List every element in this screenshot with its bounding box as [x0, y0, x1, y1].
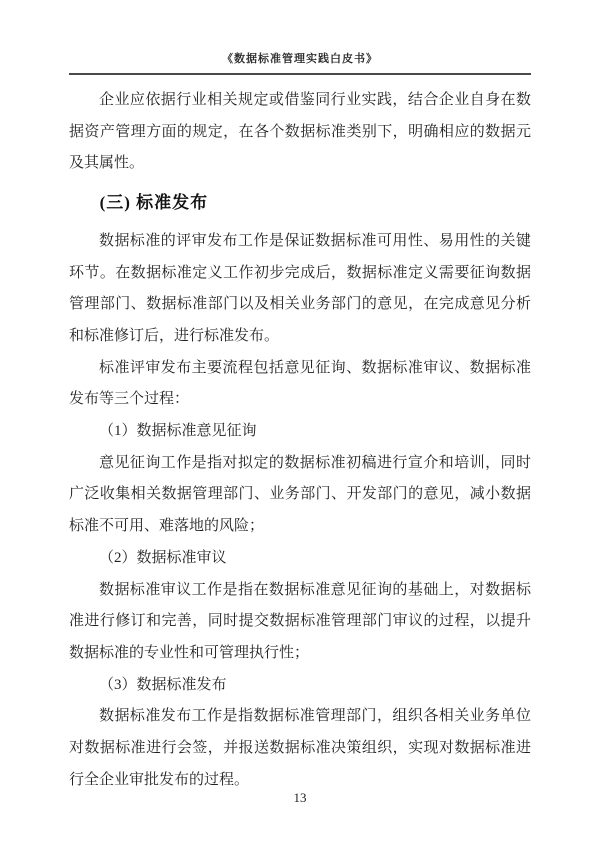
- page-number: 13: [293, 790, 307, 805]
- body-paragraph: 意见征询工作是指对拟定的数据标准初稿进行宣介和培训，同时广泛收集相关数据管理部门、业务部门、开发部门的意见，减小数据标准不可用、难落地的风险；: [69, 454, 531, 535]
- list-item-1-title: （1）数据标准意见征询: [99, 423, 257, 440]
- body-paragraph: 数据标准的评审发布工作是保证数据标准可用性、易用性的关键环节。在数据标准定义工作初步完成后，数据标准定义需要征询数据管理部门、数据标准部门以及相关业务部门的意见，在完成意见分析和标准修订后，进行标准发布。: [69, 232, 531, 344]
- running-header-title: 《数据标准管理实践白皮书》: [69, 50, 531, 75]
- body-paragraph: 企业应依据行业相关规定或借鉴同行业实践，结合企业自身在数据资产管理方面的规定，在各个数据标准类别下，明确相应的数据元及其属性。: [69, 92, 531, 172]
- section-heading-standard-release: (三) 标准发布: [99, 193, 209, 213]
- body-paragraph: 数据标准发布工作是指数据标准管理部门，组织各相关业务单位对数据标准进行会签，并报送数据标准决策组织，实现对数据标准进行全企业审批发布的过程。: [69, 708, 531, 788]
- body-paragraph: 标准评审发布主要流程包括意见征询、数据标准审议、数据标准发布等三个过程：: [69, 359, 531, 408]
- list-item-3-title: （3）数据标准发布: [99, 676, 227, 693]
- body-paragraph: 数据标准审议工作是指在数据标准意见征询的基础上，对数据标准进行修订和完善，同时提交数据标准管理部门审议的过程，以提升数据标准的专业性和可管理执行性；: [69, 581, 531, 661]
- page-body: [69, 85, 531, 796]
- list-item-2-title: （2）数据标准审议: [99, 549, 227, 566]
